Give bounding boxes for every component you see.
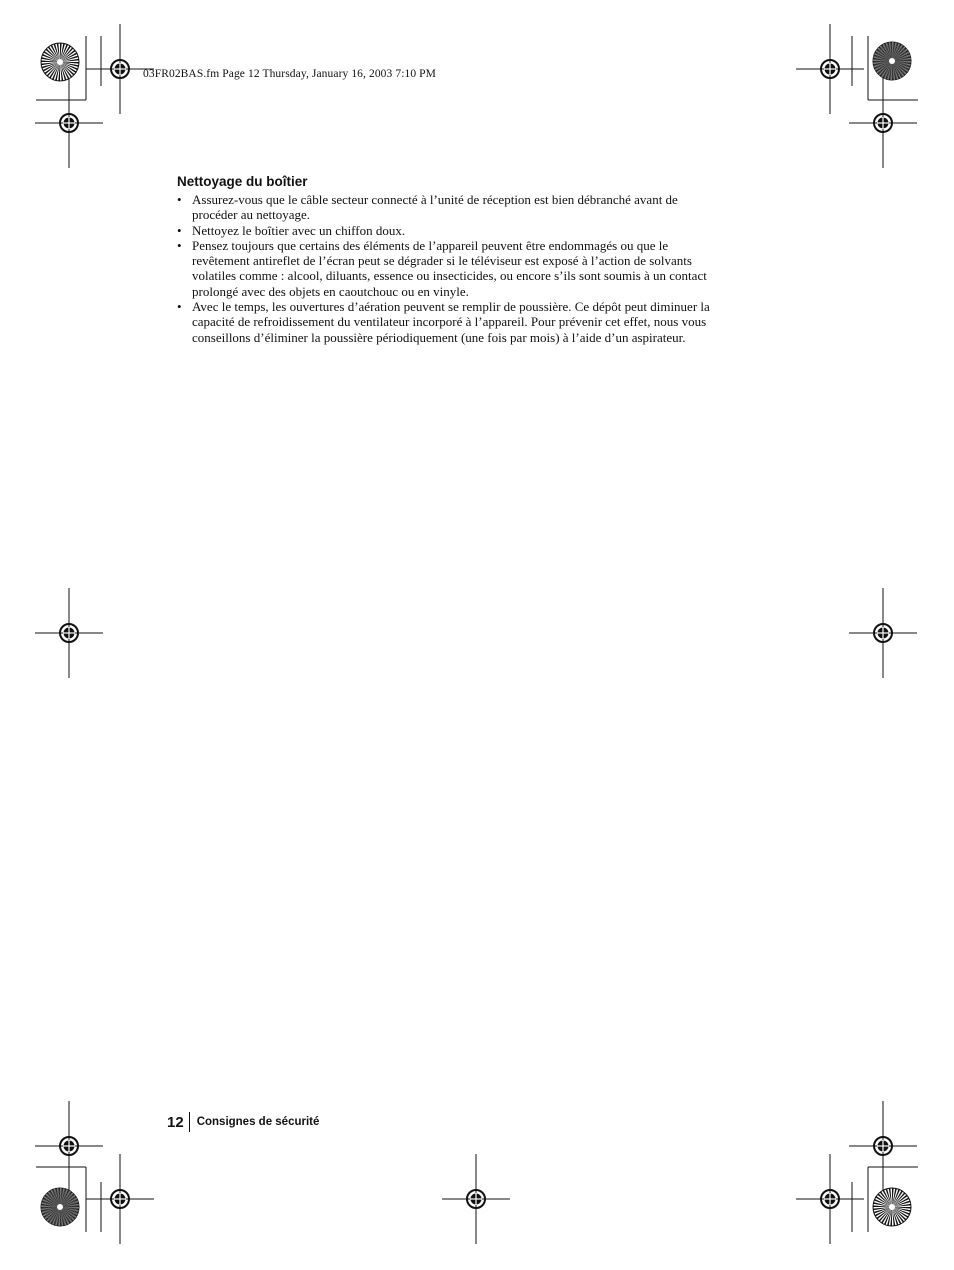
- registration-mark-icon: [796, 24, 864, 114]
- section-title: Nettoyage du boîtier: [177, 174, 308, 189]
- registration-mark-icon: [849, 588, 917, 678]
- bullet-line: prolongé avec des objets en caoutchouc ou en vinyle.: [192, 283, 469, 299]
- registration-mark-icon: [849, 78, 917, 168]
- page-footer: [167, 1111, 319, 1133]
- bullet-line: capacité de refroidissement du ventilateur incorporé à l’appareil. Pour prévenir cet effet, nous vous: [192, 314, 707, 330]
- print-file-info: 03FR02BAS.fm Page 12 Thursday, January 16, 2003 7:10 PM: [143, 68, 436, 80]
- bullet-list: [177, 192, 787, 345]
- bullet-line: volatiles comme : alcool, diluants, essence ou insecticides, ou encore s’ils sont soumis à un contact: [192, 268, 707, 284]
- footer-divider: [189, 1112, 190, 1132]
- bullet-dot: •: [177, 222, 182, 238]
- registration-mark-icon: [35, 78, 103, 168]
- registration-mark-icon: [442, 1154, 510, 1244]
- bullet-line: conseillons d’éliminer la poussière périodiquement (une fois par mois) à l’aide d’un aspirateur.: [192, 329, 686, 345]
- color-target-icon: [873, 1188, 911, 1226]
- registration-mark-icon: [86, 1154, 154, 1244]
- bullet-line: Pensez toujours que certains des éléments de l’appareil peuvent être endommagés ou que le: [192, 237, 669, 253]
- bullet-item: [177, 238, 787, 299]
- bullet-line: Avec le temps, les ouvertures d’aération peuvent se remplir de poussière. Ce dépôt peut diminuer la: [192, 299, 710, 315]
- registration-mark-icon: [35, 1101, 103, 1191]
- bullet-line: revêtement antireflet de l’écran peut se dégrader si le téléviseur est exposé à l’action de solvants: [192, 253, 692, 269]
- bullet-dot: •: [177, 192, 182, 207]
- color-target-icon: [41, 43, 79, 81]
- bullet-item: [177, 299, 787, 345]
- color-target-icon: [873, 42, 911, 80]
- bullet-item: [177, 192, 787, 223]
- bullet-dot: •: [177, 299, 182, 315]
- cleaning-section: [177, 173, 787, 345]
- registration-mark-icon: [35, 588, 103, 678]
- color-target-icon: [41, 1188, 79, 1226]
- bullet-item: [177, 223, 787, 238]
- bullet-line: procéder au nettoyage.: [192, 207, 311, 223]
- registration-mark-icon: [796, 1154, 864, 1244]
- bullet-line: Assurez-vous que le câble secteur connecté à l’unité de réception est bien débranché avant de: [192, 192, 678, 207]
- footer-section-label: Consignes de sécurité: [196, 1116, 320, 1128]
- page-number: 12: [167, 1113, 184, 1131]
- registration-mark-icon: [849, 1101, 917, 1191]
- bullet-line: Nettoyez le boîtier avec un chiffon doux.: [192, 222, 406, 238]
- bullet-dot: •: [177, 237, 182, 253]
